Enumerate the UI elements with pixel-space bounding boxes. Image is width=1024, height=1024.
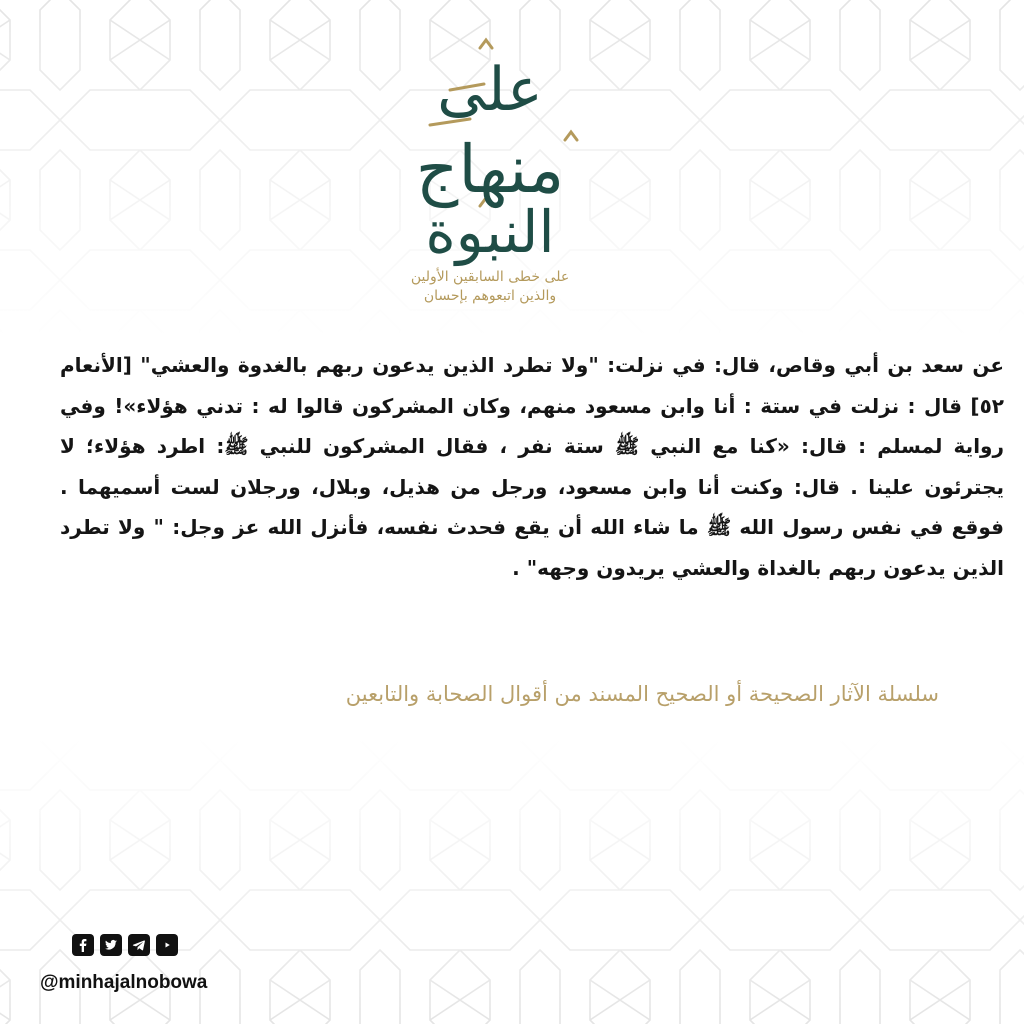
logo-tagline: [380, 268, 600, 306]
social-icons: [72, 934, 178, 956]
source-reference: سلسلة الآثار الصحيحة أو الصحيح المسند من أقوال الصحابة والتابعين: [345, 682, 939, 706]
logo-title-line2: منهاج: [415, 131, 565, 208]
hadith-text: [60, 345, 1004, 588]
twitter-icon[interactable]: [100, 934, 122, 956]
hadith-paragraph: عن سعد بن أبي وقاص، قال: في نزلت: "ولا تطرد الذين يدعون ربهم بالغدوة والعشي" [الأنعام ٥٢] قال : نزلت في ستة : أنا وابن مسعود منهم، وكان المشركون قالوا له : تدني هؤلاء»! وفي رواية لمسلم : قال: «كنا مع النبي ﷺ ستة نفر ، فقال المشركون للنبي ﷺ: اطرد هؤلاء؛ لا يجترئون علينا . قال: وكنت أنا وابن مسعود، ورجل من هذيل، وبلال، ورجلان لست أسميهما . فوقع في نفس رسول الله ﷺ ما شاء الله أن يقع فحدث نفسه، فأنزل الله عز وجل: " ولا تطرد الذين يدعون ربهم بالغداة والعشي يريدون وجهه" .: [60, 353, 1004, 580]
logo-title-line1: على: [437, 55, 543, 125]
logo-tagline-line2: والذين اتبعوهم بإحسان: [423, 288, 557, 304]
logo-tagline-line1: على خطى السابقين الأولين: [410, 269, 570, 285]
telegram-icon[interactable]: [128, 934, 150, 956]
social-handle[interactable]: @minhajalnobowa: [40, 972, 208, 993]
facebook-icon[interactable]: [72, 934, 94, 956]
logo-title-line3: النبوة: [425, 198, 555, 266]
youtube-icon[interactable]: [156, 934, 178, 956]
